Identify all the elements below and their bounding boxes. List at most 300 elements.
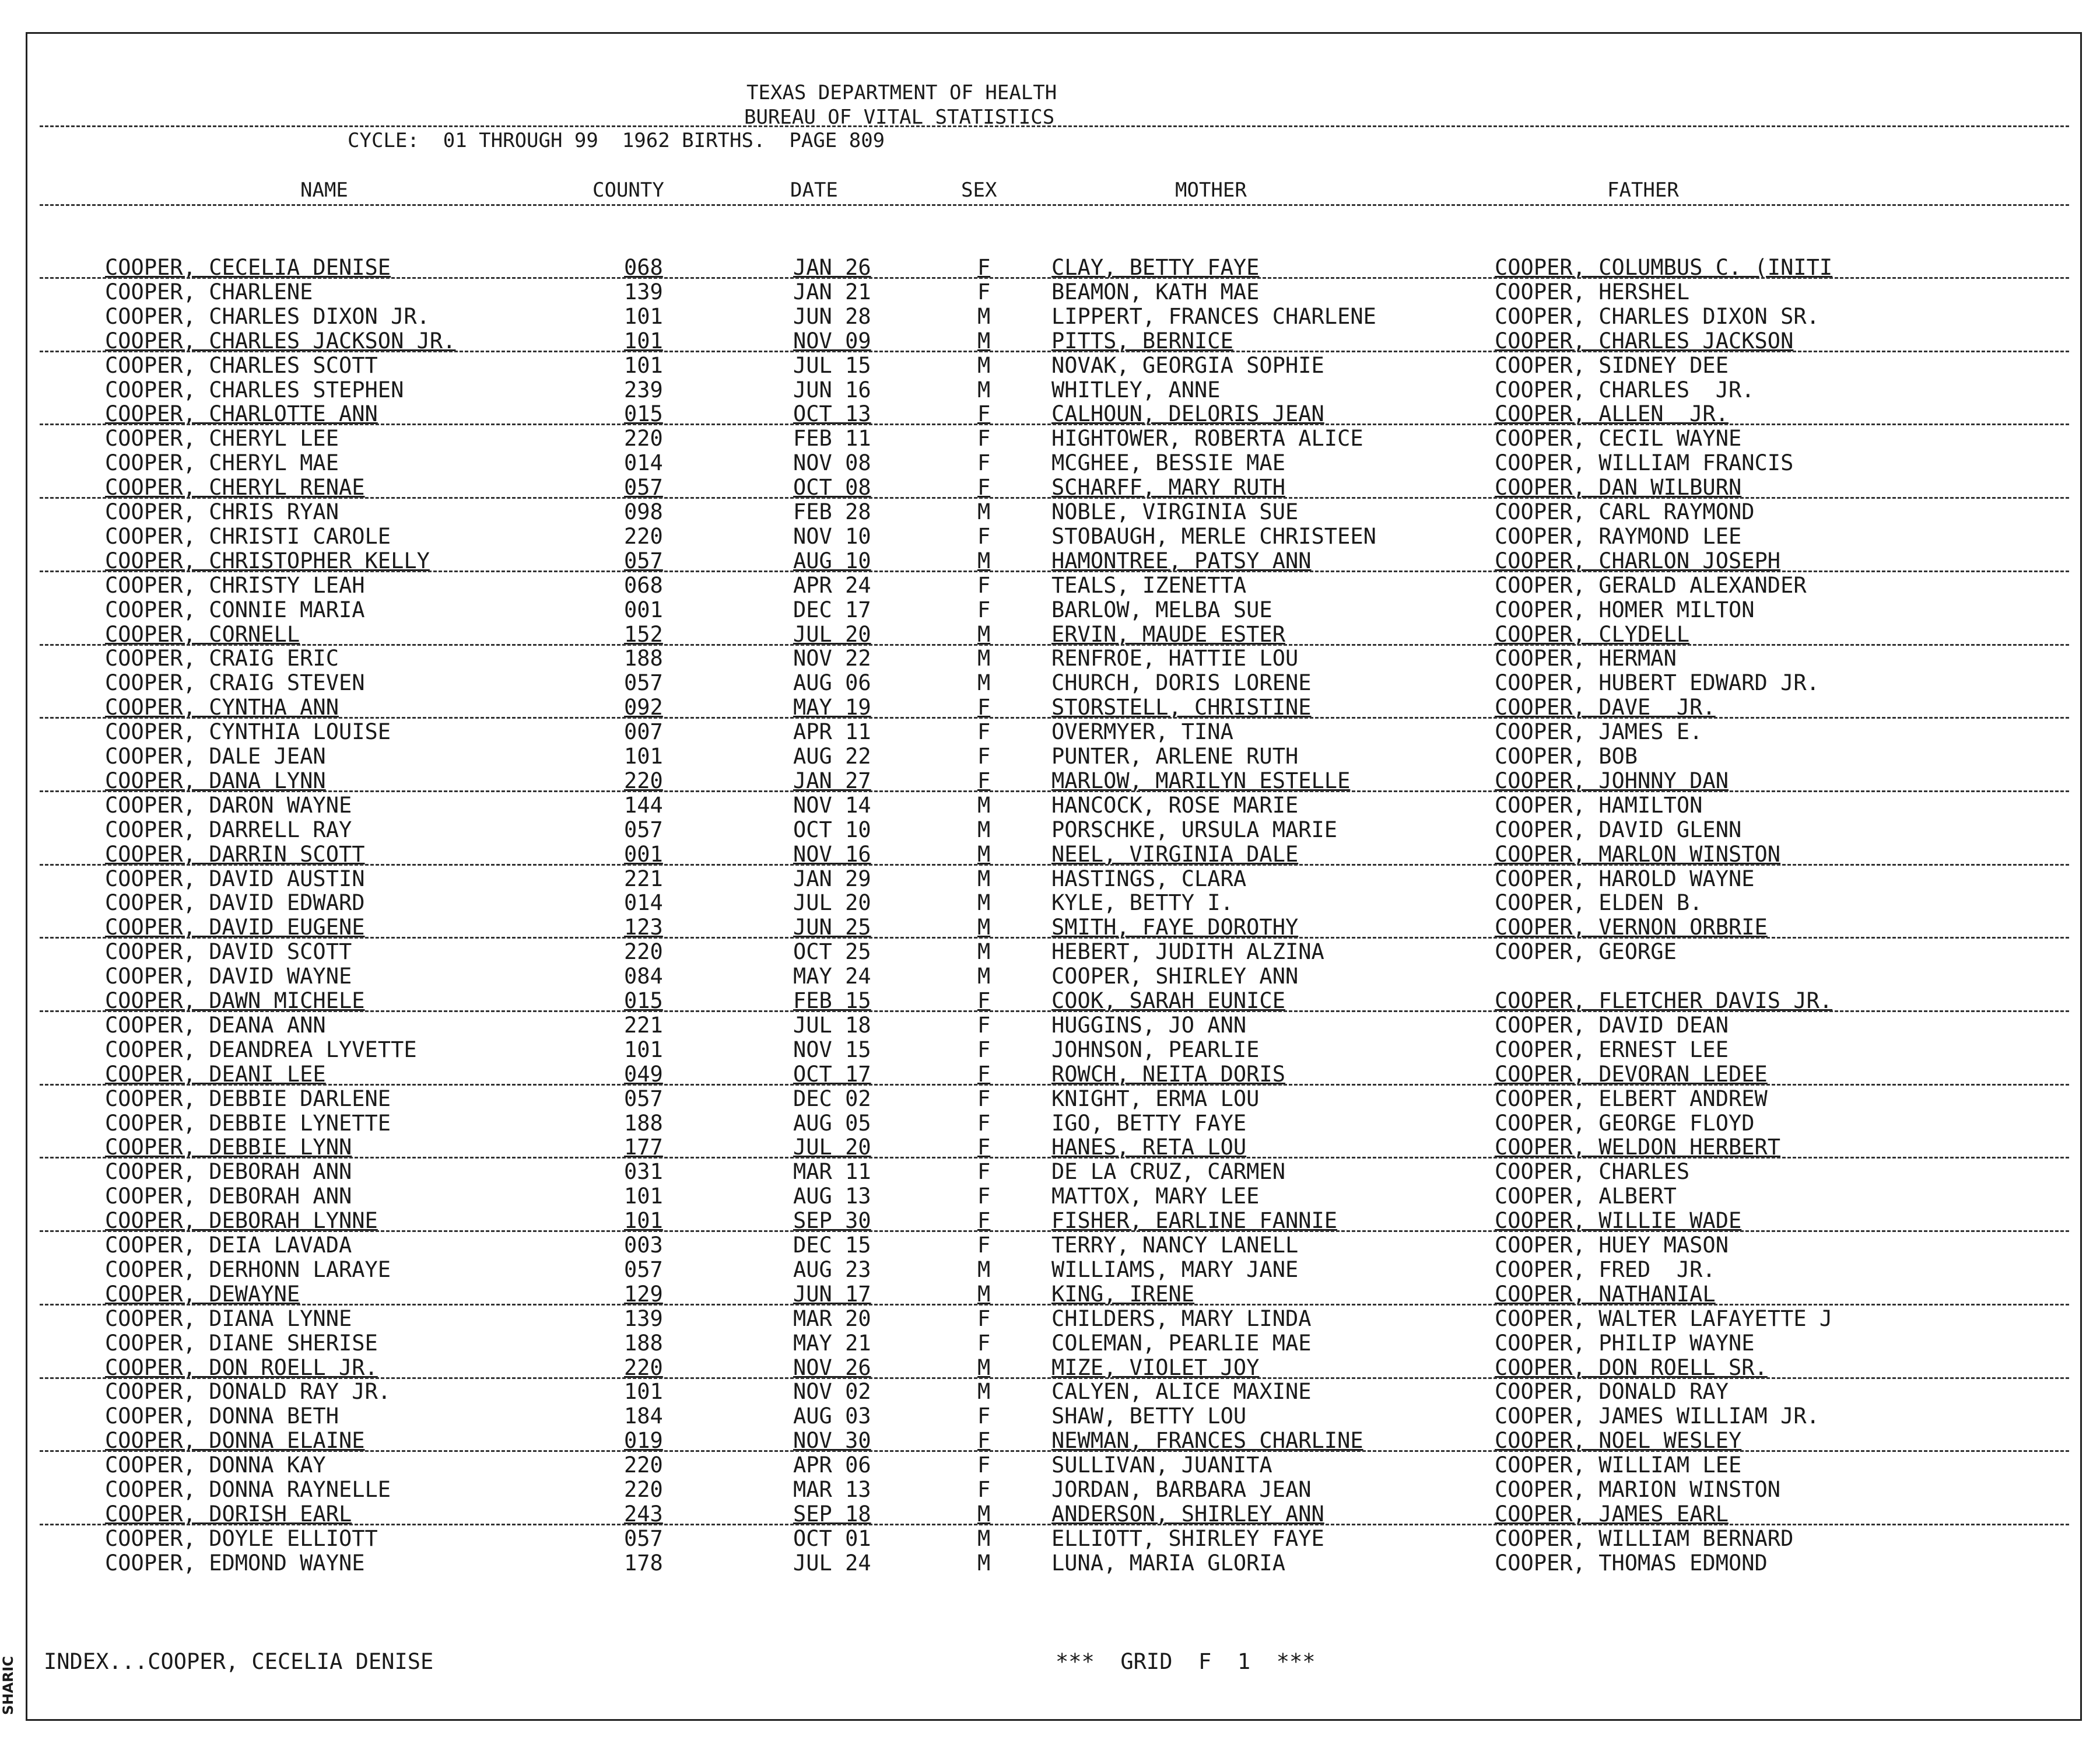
record-father-cell: COOPER, GEORGE [1495,939,1677,964]
record-father-cell: COOPER, HUBERT EDWARD JR. [1495,670,1819,695]
row-rule [40,351,2069,352]
record-county-cell: 057 [624,1526,663,1551]
record-father-cell: COOPER, DON ROELL SR. [1495,1355,1768,1380]
record-mother-cell: HANES, RETA LOU [1051,1135,1247,1160]
record-county-cell: 084 [624,964,663,989]
record-county-cell: 221 [624,1013,663,1038]
record-county-cell: 003 [624,1233,663,1258]
record-father-cell: COOPER, THOMAS EDMOND [1495,1550,1768,1576]
row-rule [40,1230,2069,1232]
record-date-cell: NOV 10 [793,524,871,549]
record-name-cell: COOPER, DEBBIE LYNETTE [105,1111,391,1136]
record-mother-cell: LUNA, MARIA GLORIA [1051,1550,1285,1576]
record-mother-cell: STOBAUGH, MERLE CHRISTEEN [1051,524,1376,549]
record-father-cell: COOPER, CHARLES JACKSON [1495,328,1794,354]
record-mother-cell: COOK, SARAH EUNICE [1051,988,1285,1013]
record-mother-cell: PORSCHKE, URSULA MARIE [1051,817,1338,842]
record-sex-cell: F [977,1184,991,1209]
record-county-cell: 068 [624,255,663,280]
record-county-cell: 152 [624,622,663,647]
record-sex-cell: F [977,475,991,500]
record-date-cell: DEC 17 [793,597,871,622]
record-sex-cell: F [977,988,991,1013]
record-name-cell: COOPER, DON ROELL JR. [105,1355,378,1380]
row-rule [40,424,2069,425]
record-father-cell: COOPER, CHARLON JOSEPH [1495,548,1781,573]
record-sex-cell: F [977,1013,991,1038]
record-mother-cell: IGO, BETTY FAYE [1051,1111,1247,1136]
record-county-cell: 129 [624,1282,663,1307]
record-county-cell: 057 [624,548,663,573]
record-father-cell: COOPER, GEORGE FLOYD [1495,1111,1755,1136]
record-county-cell: 019 [624,1428,663,1453]
record-county-cell: 221 [624,866,663,891]
record-date-cell: NOV 15 [793,1037,871,1062]
record-name-cell: COOPER, DONNA RAYNELLE [105,1477,391,1502]
record-sex-cell: F [977,524,991,549]
row-rule [40,864,2069,866]
record-name-cell: COOPER, DAVID WAYNE [105,964,352,989]
record-county-cell: 101 [624,1208,663,1233]
record-county-cell: 057 [624,670,663,695]
record-county-cell: 188 [624,646,663,671]
footer-grid: *** GRID F 1 *** [1056,1649,1316,1674]
record-county-cell: 139 [624,1306,663,1331]
record-sex-cell: M [977,793,991,818]
row-rule [40,1304,2069,1306]
record-date-cell: DEC 02 [793,1086,871,1111]
record-name-cell: COOPER, DONNA BETH [105,1404,339,1429]
record-date-cell: OCT 10 [793,817,871,842]
record-county-cell: 220 [624,426,663,451]
record-county-cell: 239 [624,377,663,402]
record-name-cell: COOPER, DEBORAH ANN [105,1159,352,1184]
record-mother-cell: ELLIOTT, SHIRLEY FAYE [1051,1526,1324,1551]
record-county-cell: 144 [624,793,663,818]
row-rule [40,1084,2069,1086]
record-name-cell: COOPER, DIANA LYNNE [105,1306,352,1331]
record-father-cell: COOPER, GERALD ALEXANDER [1495,573,1807,598]
record-mother-cell: MCGHEE, BESSIE MAE [1051,450,1285,475]
record-date-cell: JUL 20 [793,890,871,915]
record-sex-cell: M [977,964,991,989]
row-rule [40,1157,2069,1158]
record-father-cell: COOPER, ELDEN B. [1495,890,1703,915]
row-rule [40,570,2069,572]
record-date-cell: MAY 21 [793,1331,871,1356]
record-mother-cell: NEEL, VIRGINIA DALE [1051,842,1299,867]
record-father-cell: COOPER, WILLIE WADE [1495,1208,1742,1233]
record-county-cell: 014 [624,450,663,475]
record-date-cell: AUG 05 [793,1111,871,1136]
record-mother-cell: PUNTER, ARLENE RUTH [1051,744,1299,769]
record-mother-cell: HANCOCK, ROSE MARIE [1051,793,1299,818]
record-county-cell: 101 [624,304,663,329]
record-sex-cell: F [977,1404,991,1429]
record-mother-cell: SULLIVAN, JUANITA [1051,1452,1272,1478]
record-sex-cell: F [977,1135,991,1160]
record-county-cell: 014 [624,890,663,915]
record-name-cell: COOPER, CHRISTOPHER KELLY [105,548,430,573]
record-name-cell: COOPER, DEBBIE LYNN [105,1135,352,1160]
record-sex-cell: F [977,1452,991,1478]
record-county-cell: 101 [624,328,663,354]
record-mother-cell: MARLOW, MARILYN ESTELLE [1051,768,1351,793]
record-name-cell: COOPER, DALE JEAN [105,744,326,769]
record-mother-cell: PITTS, BERNICE [1051,328,1233,354]
record-mother-cell: WHITLEY, ANNE [1051,377,1221,402]
record-date-cell: OCT 13 [793,401,871,426]
header-line-2: BUREAU OF VITAL STATISTICS [744,106,1055,129]
record-date-cell: DEC 15 [793,1233,871,1258]
record-father-cell: COOPER, WELDON HERBERT [1495,1135,1781,1160]
record-date-cell: MAY 24 [793,964,871,989]
record-father-cell: COOPER, NATHANIAL [1495,1282,1716,1307]
record-sex-cell: F [977,279,991,304]
record-date-cell: JUN 16 [793,377,871,402]
record-date-cell: JAN 27 [793,768,871,793]
record-name-cell: COOPER, DARRIN SCOTT [105,842,365,867]
record-mother-cell: KYLE, BETTY I. [1051,890,1233,915]
record-father-cell: COOPER, HUEY MASON [1495,1233,1729,1258]
record-county-cell: 178 [624,1550,663,1576]
record-name-cell: COOPER, DERHONN LARAYE [105,1257,391,1282]
record-name-cell: COOPER, CHERYL MAE [105,450,339,475]
record-mother-cell: SMITH, FAYE DOROTHY [1051,915,1299,940]
record-date-cell: APR 24 [793,573,871,598]
record-county-cell: 057 [624,1086,663,1111]
record-father-cell: COOPER, COLUMBUS C. (INITI [1495,255,1833,280]
record-sex-cell: F [977,401,991,426]
record-name-cell: COOPER, DEBBIE DARLENE [105,1086,391,1111]
record-mother-cell: STORSTELL, CHRISTINE [1051,695,1312,720]
record-name-cell: COOPER, DEBORAH ANN [105,1184,352,1209]
column-header-father: FATHER [1607,178,1679,202]
record-county-cell: 188 [624,1331,663,1356]
record-date-cell: NOV 22 [793,646,871,671]
record-sex-cell: M [977,915,991,940]
record-sex-cell: M [977,1282,991,1307]
record-sex-cell: F [977,1477,991,1502]
record-father-cell: COOPER, HERMAN [1495,646,1677,671]
record-date-cell: JUL 18 [793,1013,871,1038]
column-header-name: NAME [300,178,348,202]
record-mother-cell: HEBERT, JUDITH ALZINA [1051,939,1324,964]
record-sex-cell: M [977,866,991,891]
record-name-cell: COOPER, DAVID AUSTIN [105,866,365,891]
record-county-cell: 092 [624,695,663,720]
record-county-cell: 243 [624,1502,663,1527]
row-rule [40,1450,2069,1452]
record-county-cell: 057 [624,1257,663,1282]
record-date-cell: NOV 30 [793,1428,871,1453]
record-date-cell: JUL 15 [793,353,871,378]
record-sex-cell: F [977,1037,991,1062]
record-father-cell: COOPER, NOEL WESLEY [1495,1428,1742,1453]
record-county-cell: 184 [624,1404,663,1429]
record-sex-cell: F [977,768,991,793]
record-county-cell: 101 [624,1037,663,1062]
record-sex-cell: F [977,1062,991,1087]
record-mother-cell: HAMONTREE, PATSY ANN [1051,548,1312,573]
record-mother-cell: TEALS, IZENETTA [1051,573,1247,598]
record-mother-cell: RENFROE, HATTIE LOU [1051,646,1299,671]
record-date-cell: AUG 22 [793,744,871,769]
record-father-cell: COOPER, DAVE JR. [1495,695,1716,720]
record-county-cell: 220 [624,939,663,964]
record-mother-cell: SCHARFF, MARY RUTH [1051,475,1285,500]
record-father-cell: COOPER, VERNON ORBRIE [1495,915,1768,940]
record-date-cell: JAN 21 [793,279,871,304]
record-date-cell: JUL 24 [793,1550,871,1576]
record-name-cell: COOPER, DORISH EARL [105,1502,352,1527]
record-date-cell: OCT 08 [793,475,871,500]
record-sex-cell: M [977,890,991,915]
record-date-cell: JUN 28 [793,304,871,329]
record-father-cell: COOPER, RAYMOND LEE [1495,524,1742,549]
record-sex-cell: F [977,597,991,622]
record-mother-cell: TERRY, NANCY LANELL [1051,1233,1299,1258]
record-mother-cell: HASTINGS, CLARA [1051,866,1247,891]
record-county-cell: 057 [624,475,663,500]
record-father-cell: COOPER, WILLIAM LEE [1495,1452,1742,1478]
record-county-cell: 101 [624,744,663,769]
record-date-cell: MAR 13 [793,1477,871,1502]
record-sex-cell: F [977,1306,991,1331]
column-header-sex: SEX [961,178,997,202]
record-mother-cell: KING, IRENE [1051,1282,1195,1307]
record-name-cell: COOPER, DEBORAH LYNNE [105,1208,378,1233]
record-name-cell: COOPER, CHRISTI CAROLE [105,524,391,549]
record-father-cell: COOPER, CLYDELL [1495,622,1690,647]
record-date-cell: NOV 14 [793,793,871,818]
record-mother-cell: COOPER, SHIRLEY ANN [1051,964,1299,989]
record-mother-cell: NOBLE, VIRGINIA SUE [1051,499,1299,524]
record-sex-cell: F [977,1428,991,1453]
record-date-cell: MAR 11 [793,1159,871,1184]
record-date-cell: SEP 18 [793,1502,871,1527]
record-date-cell: JUL 20 [793,1135,871,1160]
record-father-cell: COOPER, ELBERT ANDREW [1495,1086,1768,1111]
column-header-mother: MOTHER [1175,178,1247,202]
record-sex-cell: M [977,842,991,867]
record-county-cell: 220 [624,524,663,549]
record-sex-cell: F [977,450,991,475]
record-date-cell: JAN 26 [793,255,871,280]
record-father-cell: COOPER, WILLIAM FRANCIS [1495,450,1794,475]
record-sex-cell: M [977,353,991,378]
record-father-cell: COOPER, HOMER MILTON [1495,597,1755,622]
record-mother-cell: NEWMAN, FRANCES CHARLINE [1051,1428,1363,1453]
record-date-cell: APR 11 [793,719,871,744]
record-name-cell: COOPER, CHARLES DIXON JR. [105,304,430,329]
record-county-cell: 015 [624,988,663,1013]
record-sex-cell: M [977,1355,991,1380]
record-sex-cell: M [977,548,991,573]
record-sex-cell: M [977,377,991,402]
record-mother-cell: HUGGINS, JO ANN [1051,1013,1247,1038]
record-date-cell: NOV 09 [793,328,871,354]
record-sex-cell: M [977,670,991,695]
record-sex-cell: F [977,255,991,280]
record-name-cell: COOPER, CONNIE MARIA [105,597,365,622]
record-date-cell: NOV 26 [793,1355,871,1380]
record-date-cell: AUG 06 [793,670,871,695]
record-name-cell: COOPER, CYNTHA ANN [105,695,339,720]
record-father-cell: COOPER, FLETCHER DAVIS JR. [1495,988,1833,1013]
record-mother-cell: MATTOX, MARY LEE [1051,1184,1260,1209]
record-name-cell: COOPER, DONALD RAY JR. [105,1379,391,1404]
record-county-cell: 101 [624,1379,663,1404]
record-county-cell: 220 [624,1452,663,1478]
record-father-cell: COOPER, DEVORAN LEDEE [1495,1062,1768,1087]
record-father-cell: COOPER, WILLIAM BERNARD [1495,1526,1794,1551]
record-name-cell: COOPER, DONNA KAY [105,1452,326,1478]
record-county-cell: 220 [624,1477,663,1502]
record-father-cell: COOPER, JAMES EARL [1495,1502,1729,1527]
record-county-cell: 220 [624,768,663,793]
record-date-cell: AUG 23 [793,1257,871,1282]
record-mother-cell: ROWCH, NEITA DORIS [1051,1062,1285,1087]
record-mother-cell: CALYEN, ALICE MAXINE [1051,1379,1312,1404]
record-name-cell: COOPER, CHARLOTTE ANN [105,401,378,426]
record-father-cell: COOPER, ALLEN JR. [1495,401,1729,426]
record-mother-cell: CHILDERS, MARY LINDA [1051,1306,1312,1331]
record-date-cell: AUG 10 [793,548,871,573]
record-date-cell: OCT 25 [793,939,871,964]
record-father-cell: COOPER, MARION WINSTON [1495,1477,1781,1502]
record-name-cell: COOPER, DEANA ANN [105,1013,326,1038]
record-mother-cell: HIGHTOWER, ROBERTA ALICE [1051,426,1363,451]
record-father-cell: COOPER, MARLON WINSTON [1495,842,1781,867]
record-name-cell: COOPER, CORNELL [105,622,300,647]
record-sex-cell: M [977,499,991,524]
record-sex-cell: M [977,1550,991,1576]
record-mother-cell: NOVAK, GEORGIA SOPHIE [1051,353,1324,378]
record-county-cell: 220 [624,1355,663,1380]
record-mother-cell: FISHER, EARLINE FANNIE [1051,1208,1338,1233]
record-date-cell: FEB 15 [793,988,871,1013]
record-father-cell: COOPER, CECIL WAYNE [1495,426,1742,451]
record-father-cell: COOPER, WALTER LAFAYETTE J [1495,1306,1833,1331]
record-sex-cell: M [977,304,991,329]
row-rule [40,277,2069,279]
record-father-cell: COOPER, DAN WILBURN [1495,475,1742,500]
record-father-cell: COOPER, HAMILTON [1495,793,1703,818]
record-sex-cell: M [977,1526,991,1551]
record-father-cell: COOPER, FRED JR. [1495,1257,1716,1282]
record-date-cell: JUN 17 [793,1282,871,1307]
record-date-cell: JUL 20 [793,622,871,647]
record-name-cell: COOPER, DEIA LAVADA [105,1233,352,1258]
record-father-cell: COOPER, DAVID GLENN [1495,817,1742,842]
record-father-cell: COOPER, SIDNEY DEE [1495,353,1729,378]
record-name-cell: COOPER, CECELIA DENISE [105,255,391,280]
record-date-cell: OCT 17 [793,1062,871,1087]
record-name-cell: COOPER, CHERYL LEE [105,426,339,451]
record-name-cell: COOPER, CHRISTY LEAH [105,573,365,598]
record-date-cell: NOV 08 [793,450,871,475]
record-date-cell: MAR 20 [793,1306,871,1331]
record-name-cell: COOPER, DAWN MICHELE [105,988,365,1013]
record-name-cell: COOPER, DAVID SCOTT [105,939,352,964]
record-county-cell: 007 [624,719,663,744]
record-county-cell: 031 [624,1159,663,1184]
record-sex-cell: F [977,719,991,744]
record-county-cell: 101 [624,1184,663,1209]
record-name-cell: COOPER, DAVID EUGENE [105,915,365,940]
record-name-cell: COOPER, CHRIS RYAN [105,499,339,524]
record-mother-cell: JOHNSON, PEARLIE [1051,1037,1260,1062]
record-sex-cell: M [977,939,991,964]
record-father-cell: COOPER, ERNEST LEE [1495,1037,1729,1062]
record-name-cell: COOPER, CHARLES SCOTT [105,353,378,378]
record-name-cell: COOPER, CRAIG STEVEN [105,670,365,695]
record-date-cell: NOV 02 [793,1379,871,1404]
record-mother-cell: ANDERSON, SHIRLEY ANN [1051,1502,1324,1527]
record-mother-cell: BEAMON, KATH MAE [1051,279,1260,304]
record-county-cell: 049 [624,1062,663,1087]
record-sex-cell: F [977,1233,991,1258]
record-name-cell: COOPER, DANA LYNN [105,768,326,793]
record-mother-cell: JORDAN, BARBARA JEAN [1051,1477,1312,1502]
record-father-cell: COOPER, PHILIP WAYNE [1495,1331,1755,1356]
record-name-cell: COOPER, DARON WAYNE [105,793,352,818]
record-father-cell: COOPER, DONALD RAY [1495,1379,1729,1404]
record-sex-cell: M [977,817,991,842]
record-sex-cell: M [977,646,991,671]
record-county-cell: 188 [624,1111,663,1136]
record-date-cell: NOV 16 [793,842,871,867]
row-rule [40,1010,2069,1012]
record-mother-cell: DE LA CRUZ, CARMEN [1051,1159,1285,1184]
record-sex-cell: F [977,1331,991,1356]
row-rule [40,497,2069,499]
record-county-cell: 001 [624,597,663,622]
record-mother-cell: MIZE, VIOLET JOY [1051,1355,1260,1380]
record-father-cell: COOPER, ALBERT [1495,1184,1677,1209]
record-name-cell: COOPER, CHERYL RENAE [105,475,365,500]
record-sex-cell: M [977,622,991,647]
record-date-cell: JUN 25 [793,915,871,940]
record-name-cell: COOPER, EDMOND WAYNE [105,1550,365,1576]
record-county-cell: 101 [624,353,663,378]
record-name-cell: COOPER, DEANI LEE [105,1062,326,1087]
record-date-cell: SEP 30 [793,1208,871,1233]
record-mother-cell: KNIGHT, ERMA LOU [1051,1086,1260,1111]
cycle-line: CYCLE: 01 THROUGH 99 1962 BIRTHS. PAGE 809 [348,129,885,152]
record-date-cell: APR 06 [793,1452,871,1478]
record-father-cell: COOPER, HERSHEL [1495,279,1690,304]
column-header-date: DATE [790,178,838,202]
record-name-cell: COOPER, DIANE SHERISE [105,1331,378,1356]
record-sex-cell: M [977,1502,991,1527]
record-father-cell: COOPER, BOB [1495,744,1638,769]
column-header-county: COUNTY [593,178,664,202]
row-rule [40,937,2069,939]
record-mother-cell: CLAY, BETTY FAYE [1051,255,1260,280]
record-county-cell: 123 [624,915,663,940]
record-date-cell: FEB 11 [793,426,871,451]
record-date-cell: FEB 28 [793,499,871,524]
record-father-cell: COOPER, JOHNNY DAN [1495,768,1729,793]
record-sex-cell: F [977,1086,991,1111]
record-name-cell: COOPER, DONNA ELAINE [105,1428,365,1453]
record-father-cell: COOPER, CARL RAYMOND [1495,499,1755,524]
record-sex-cell: M [977,1379,991,1404]
record-name-cell: COOPER, CYNTHIA LOUISE [105,719,391,744]
record-county-cell: 139 [624,279,663,304]
